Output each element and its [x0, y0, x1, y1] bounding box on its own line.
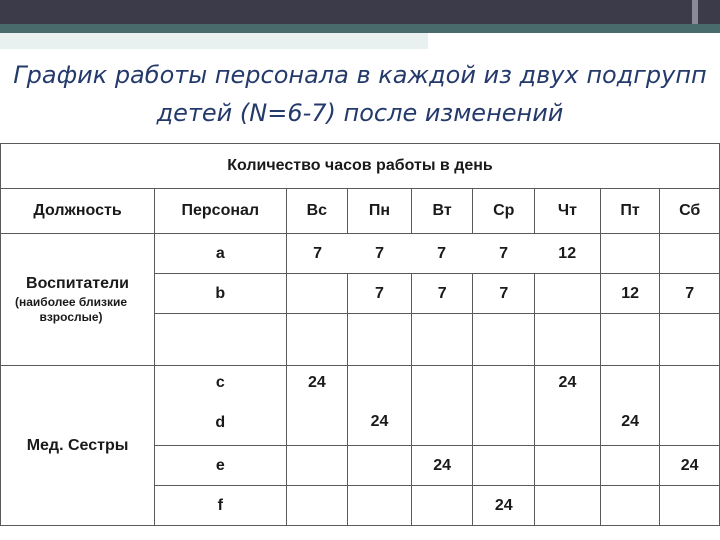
- value-cell: 7: [411, 274, 473, 314]
- value-cell: [348, 486, 412, 526]
- empty-cell: [473, 314, 535, 366]
- role-cell-nurses: [1, 366, 155, 526]
- value-cell: [286, 486, 348, 526]
- person-cell: e: [155, 446, 286, 486]
- value-cell: [535, 446, 601, 486]
- value-cell: [473, 366, 535, 446]
- header-blank-stripe: [428, 33, 720, 49]
- table-row: [1, 366, 720, 446]
- value-cell-pair: [535, 366, 601, 446]
- person-cell: a: [155, 234, 286, 274]
- schedule-table: [0, 143, 720, 526]
- person-cell: f: [155, 486, 286, 526]
- empty-cell: [411, 314, 473, 366]
- value-cell: 24: [621, 413, 639, 430]
- value-cell: 7: [313, 244, 322, 262]
- col-header-role: Должность: [1, 189, 155, 234]
- value-cell: [660, 486, 720, 526]
- role-label: Воспитатели: [26, 274, 130, 292]
- empty-cell: [535, 314, 601, 366]
- col-header-staff: Персонал: [155, 189, 286, 234]
- value-cell: [600, 486, 660, 526]
- role-note: (наиболее близкие взрослые): [14, 294, 128, 324]
- header-stripe: [0, 24, 720, 33]
- value-cell: 12: [535, 234, 601, 274]
- value-cell: [411, 366, 473, 446]
- value-cell: [660, 366, 720, 446]
- value-cell-pair: [286, 366, 348, 446]
- table-row: [1, 234, 720, 274]
- col-header-fri: Пт: [600, 189, 660, 234]
- person-c: c: [215, 374, 225, 391]
- empty-cell: [600, 314, 660, 366]
- col-header-mon: Пн: [348, 189, 412, 234]
- value-cell: 7: [437, 244, 446, 262]
- col-header-sun: Вс: [286, 189, 348, 234]
- value-cell: 7: [375, 244, 384, 262]
- person-cell-pair: [155, 366, 286, 446]
- col-header-wed: Ср: [473, 189, 535, 234]
- value-cell: 7: [499, 244, 508, 262]
- person-d: d: [215, 414, 226, 431]
- hours-span: [286, 234, 535, 274]
- value-cell: [286, 274, 348, 314]
- empty-cell: [155, 314, 286, 366]
- value-cell: [535, 486, 601, 526]
- empty-cell: [348, 314, 412, 366]
- table-header-hours: Количество часов работы в день: [1, 144, 720, 189]
- page-title: График работы персонала в каждой из двух подгрупп детей (N=6-7) после изменений: [13, 61, 707, 127]
- value-cell: [660, 234, 720, 274]
- col-header-tue: Вт: [411, 189, 473, 234]
- person-cell: b: [155, 274, 286, 314]
- role-label: Мед. Сестры: [26, 436, 129, 454]
- value-cell: [411, 486, 473, 526]
- value-cell-pair: [600, 366, 660, 446]
- value-cell: [600, 446, 660, 486]
- value-cell: [348, 446, 412, 486]
- value-cell: [286, 446, 348, 486]
- value-cell: 24: [307, 374, 326, 391]
- value-cell: 12: [600, 274, 660, 314]
- value-cell: 24: [473, 486, 535, 526]
- col-header-sat: Сб: [660, 189, 720, 234]
- value-cell: 7: [473, 274, 535, 314]
- value-cell: 24: [370, 413, 389, 430]
- value-cell: 24: [558, 374, 577, 391]
- value-cell: 7: [660, 274, 720, 314]
- value-cell: 24: [660, 446, 720, 486]
- column-header-row: [1, 189, 720, 234]
- value-cell: [473, 446, 535, 486]
- value-cell: [535, 274, 601, 314]
- value-cell: 24: [411, 446, 473, 486]
- value-cell: [600, 234, 660, 274]
- value-cell: 7: [348, 274, 412, 314]
- empty-cell: [660, 314, 720, 366]
- top-bar-accent: [692, 0, 698, 24]
- role-cell-teachers: [1, 234, 155, 366]
- value-cell-pair: [348, 366, 412, 446]
- empty-cell: [286, 314, 348, 366]
- top-bar: [0, 0, 720, 24]
- header-light-stripe: [0, 33, 428, 49]
- col-header-thu: Чт: [535, 189, 601, 234]
